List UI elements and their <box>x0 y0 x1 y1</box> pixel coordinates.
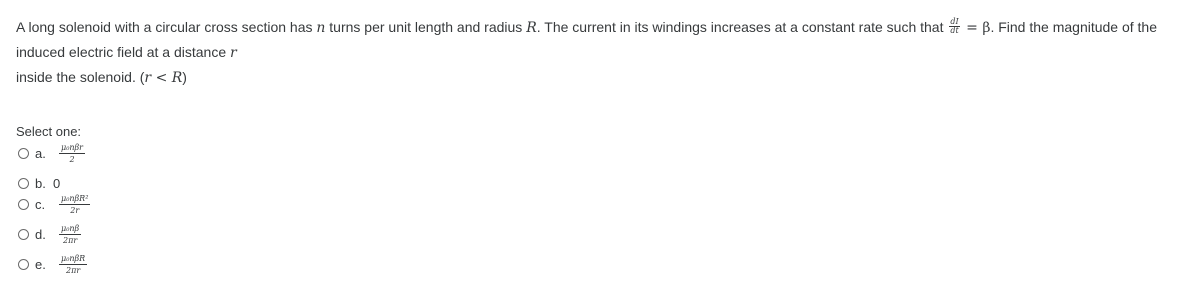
var-r: r <box>230 45 237 61</box>
question-text-part: ) <box>182 69 187 85</box>
option-letter: d. <box>35 226 46 242</box>
option-value: 0 <box>53 175 61 191</box>
radio-button[interactable] <box>18 199 29 210</box>
derivative-numerator: dI <box>950 16 959 26</box>
radio-button[interactable] <box>18 148 29 159</box>
fraction-numerator: μ₀nβ <box>61 223 80 233</box>
answer-option-c[interactable] <box>18 192 90 216</box>
option-letter: e. <box>35 256 46 272</box>
fraction-denominator: 2 <box>69 154 75 164</box>
answer-option-d[interactable] <box>18 222 81 246</box>
question-text-part: A long solenoid with a circular cross section has <box>16 19 317 35</box>
option-letter: c. <box>35 196 46 212</box>
radio-button[interactable] <box>18 178 29 189</box>
select-one-label: Select one: <box>16 124 82 139</box>
fraction-numerator: μ₀nβr <box>61 142 84 152</box>
option-fraction <box>59 254 87 275</box>
var-R: R <box>526 20 537 36</box>
answer-option-e[interactable] <box>18 252 87 276</box>
radio-button[interactable] <box>18 259 29 270</box>
question-text-part: inside the solenoid. ( <box>16 69 145 85</box>
equals-beta: = β <box>961 20 991 36</box>
fraction-denominator: 2πr <box>66 265 81 275</box>
condition: r < R <box>144 70 183 86</box>
radio-button[interactable] <box>18 229 29 240</box>
option-letter: a. <box>35 145 46 161</box>
fraction-denominator: 2πr <box>63 235 78 245</box>
question-text-part: turns per unit length and radius <box>325 19 527 35</box>
var-n: n <box>316 20 326 36</box>
question-text-part: . Find the magnitude of the induced electric field at a distance <box>16 19 1158 60</box>
fraction-numerator: μ₀nβR² <box>61 193 89 203</box>
question-text-part: . The current in its windings increases at a constant rate such that <box>536 19 948 35</box>
question-text <box>16 15 1192 90</box>
answer-option-a[interactable] <box>18 141 85 165</box>
option-fraction <box>59 224 81 245</box>
fraction-denominator: 2r <box>70 205 80 215</box>
option-fraction <box>59 143 85 164</box>
fraction-numerator: μ₀nβR <box>61 253 86 263</box>
derivative-denominator: dt <box>950 25 959 35</box>
option-fraction <box>59 194 90 215</box>
option-letter: b. <box>35 175 46 191</box>
derivative-fraction <box>949 18 959 35</box>
